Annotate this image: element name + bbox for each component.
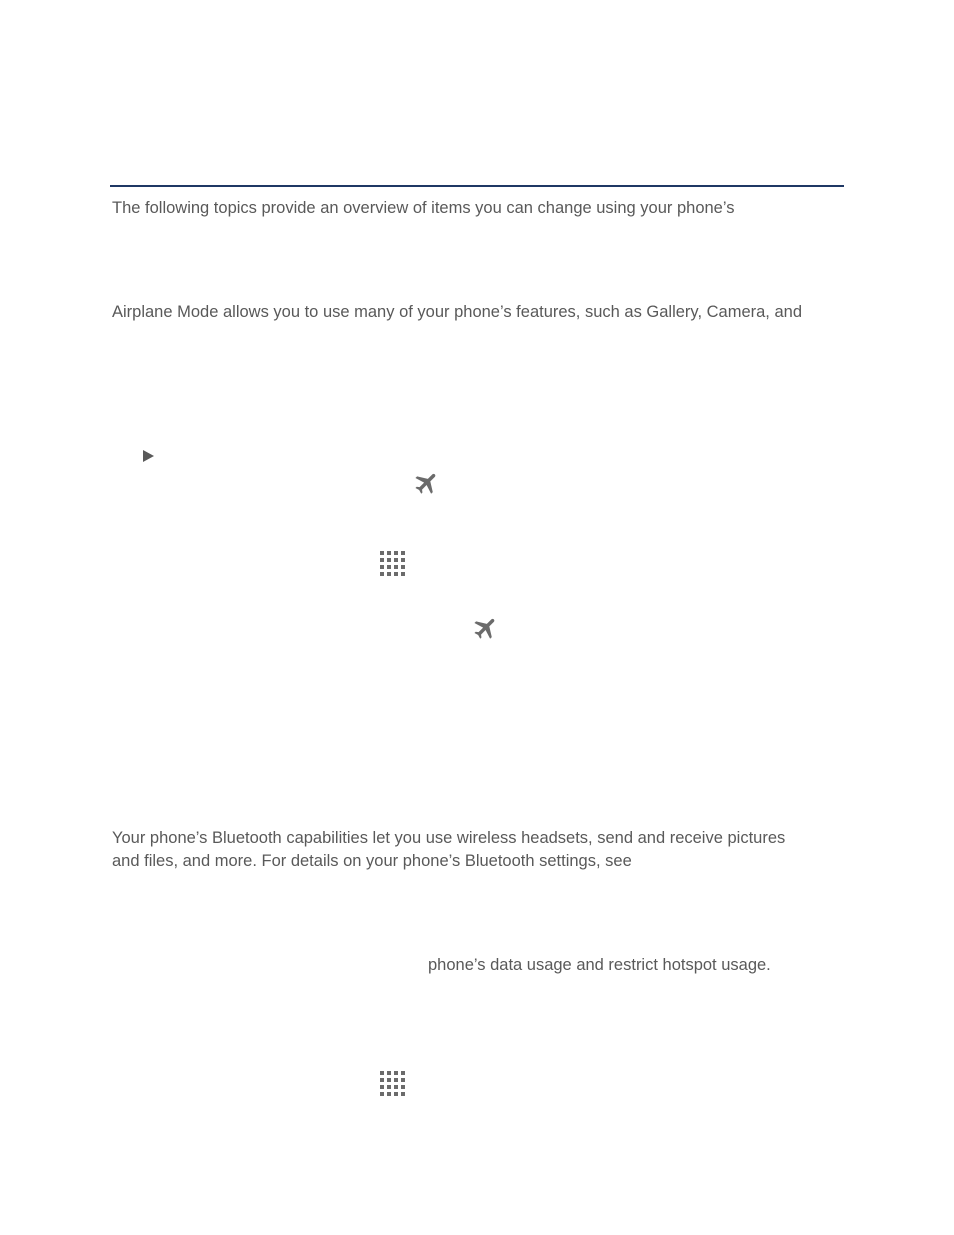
airplane-icon: [472, 614, 500, 642]
apps-grid-icon: [380, 551, 407, 578]
airplane-icon: [413, 469, 441, 497]
intro-text: The following topics provide an overview of items you can change using your phone’s: [112, 199, 735, 217]
airplane-mode-text: Airplane Mode allows you to use many of your phone’s features, such as Gallery, Camera, and: [112, 303, 803, 321]
section-divider: [110, 185, 844, 187]
triangle-bullet-icon: [143, 450, 154, 462]
data-usage-text: phone’s data usage and restrict hotspot usage.: [428, 956, 771, 974]
bluetooth-text-line1: Your phone’s Bluetooth capabilities let you use wireless headsets, send and receive pictures: [112, 829, 786, 847]
bluetooth-text-line2: and files, and more. For details on your phone’s Bluetooth settings, see: [112, 852, 632, 870]
apps-grid-icon: [380, 1071, 407, 1098]
